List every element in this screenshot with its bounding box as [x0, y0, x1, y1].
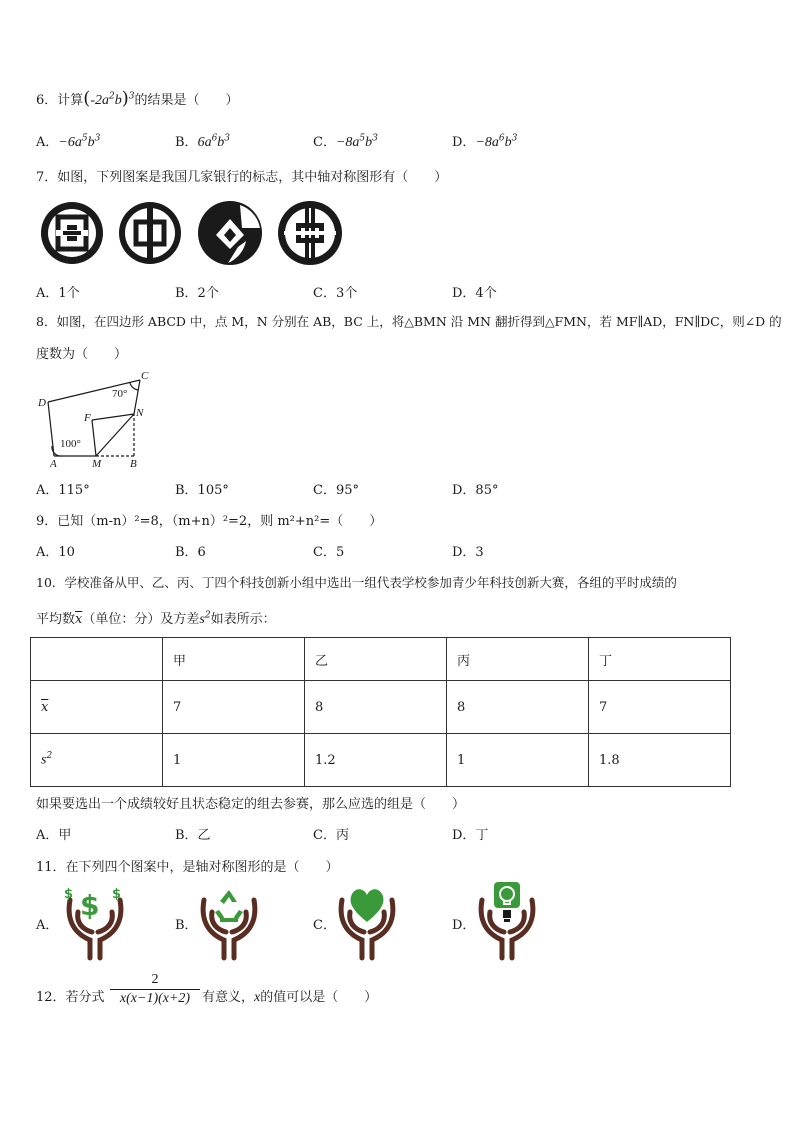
q6-option-a[interactable] — [36, 131, 100, 151]
label-c: C — [141, 370, 149, 382]
bank-logo-icon-2 — [119, 202, 181, 264]
q7-option-b[interactable]: B．2个 — [175, 286, 219, 301]
table-row — [31, 681, 731, 734]
xbar-symbol: $\overline{x}$ — [41, 699, 49, 715]
q10-as-shown: 如表所示： — [210, 612, 276, 627]
label-n: N — [136, 407, 144, 419]
q6-outer-exp: 3 — [128, 91, 135, 102]
q10-option-b[interactable]: B．乙 — [175, 828, 211, 843]
q6-expression: ( — [83, 88, 91, 109]
q6-option-exp: 5 — [359, 133, 366, 144]
table-cell: 1.2 — [305, 734, 447, 787]
q6-option-exp: 3 — [372, 133, 378, 144]
q10-s-exp: 2 — [204, 610, 211, 621]
score-table — [30, 637, 731, 787]
q6-option-b: b — [504, 135, 512, 150]
q9-option-b[interactable]: B．6 — [175, 545, 206, 560]
table-header-cell: 乙 — [305, 638, 447, 681]
fraction-numerator: 2 — [151, 972, 159, 987]
q6-option-d[interactable] — [452, 131, 517, 151]
fraction-denominator: x(x−1)(x+2) — [119, 991, 191, 1006]
q11-option-d-label[interactable]: D． — [452, 918, 476, 933]
q6-option-coef: −8a — [335, 135, 360, 150]
question-12-prefix: 12．若分式 — [36, 990, 105, 1005]
question-10-line-2 — [36, 608, 276, 628]
table-header-cell — [31, 638, 163, 681]
q6-option-b: b — [217, 135, 225, 150]
svg-text:$: $ — [80, 889, 100, 922]
question-11: 11．在下列四个图案中，是轴对称图形的是（ ） — [36, 860, 339, 875]
q9-option-d[interactable]: D．3 — [452, 545, 484, 560]
q10-unit: （单位：分）及方差 — [82, 612, 200, 627]
q6-option-b[interactable] — [175, 131, 230, 151]
table-cell: 1.8 — [589, 734, 731, 787]
bank-logo-icon-4 — [278, 201, 342, 265]
q6-option-exp: 5 — [81, 133, 88, 144]
q7-option-a[interactable]: A．1个 — [36, 286, 80, 301]
q11-option-b-label[interactable]: B． — [175, 918, 198, 933]
heart-hands-icon[interactable] — [334, 882, 400, 962]
table-cell: 1 — [447, 734, 589, 787]
q6-option-coef: 6a — [197, 135, 212, 150]
q10-option-a[interactable]: A．甲 — [36, 828, 72, 843]
q6-option-exp: 3 — [224, 133, 231, 144]
s-symbol: s — [41, 752, 47, 768]
quadrilateral-figure — [30, 366, 160, 472]
fold-mf — [92, 420, 96, 456]
question-10-line-1: 10．学校准备从甲、乙、丙、丁四个科技创新小组中选出一组代表学校参加青少年科技创新大赛，各组的平时成绩的 — [36, 575, 677, 590]
q6-option-label: B． — [175, 135, 198, 150]
q8-option-d[interactable]: D．85° — [452, 483, 499, 498]
label-a: A — [50, 458, 57, 470]
q6-option-coef: −6a — [58, 135, 82, 150]
q6-prefix: 6．计算 — [36, 93, 84, 108]
q6-option-c[interactable] — [313, 131, 378, 151]
label-angle-c: 70° — [112, 388, 128, 400]
table-cell: 8 — [305, 681, 447, 734]
table-row-label — [31, 681, 163, 734]
question-7: 7．如图，下列图案是我国几家银行的标志，其中轴对称图形有（ ） — [36, 170, 448, 185]
q6-option-b: b — [87, 135, 95, 150]
q8-option-a[interactable]: A．115° — [36, 483, 90, 498]
table-cell: 1 — [163, 734, 305, 787]
question-12-suffix — [202, 986, 377, 1006]
q6-close-paren: ) — [121, 88, 129, 109]
q6-option-coef: −8a — [475, 135, 499, 150]
q9-option-c[interactable]: C．5 — [313, 545, 345, 560]
label-d: D — [38, 397, 46, 409]
table-row — [31, 734, 731, 787]
q12-suffix-b: 的值可以是（ ） — [260, 990, 378, 1005]
fraction-bar — [110, 989, 200, 990]
q6-option-exp: 6 — [211, 133, 218, 144]
q6-expr-b: b — [114, 93, 122, 108]
table-header-cell: 丙 — [447, 638, 589, 681]
quad-side-da — [48, 402, 54, 456]
q11-option-c-label[interactable]: C． — [313, 918, 336, 933]
table-header-row — [31, 638, 731, 681]
q10-xbar: $\overline{x}$ — [75, 612, 83, 627]
q10-option-d[interactable]: D．丁 — [452, 828, 489, 843]
label-m: M — [92, 458, 102, 470]
q10-mean-label: 平均数 — [36, 612, 76, 627]
q6-option-label: D． — [452, 135, 476, 150]
fraction — [110, 972, 200, 1007]
q12-var: x — [254, 990, 261, 1005]
q10-s: s — [199, 612, 205, 627]
lightbulb-hands-icon[interactable] — [474, 880, 540, 962]
q6-option-label: C． — [313, 135, 336, 150]
bank-logo-icon-3 — [198, 201, 262, 265]
question-9: 9．已知（m-n）²=8，（m+n）²=2，则 m²+n²=（ ） — [36, 514, 383, 529]
q7-option-d[interactable]: D．4个 — [452, 286, 497, 301]
svg-text:$: $ — [112, 887, 122, 902]
q6-option-b: b — [365, 135, 373, 150]
angle-c-arc — [130, 383, 138, 390]
question-10-after-table: 如果要选出一个成绩较好且状态稳定的组去参赛，那么应选的组是（ ） — [36, 797, 466, 812]
table-header-cell: 甲 — [163, 638, 305, 681]
q8-option-c[interactable]: C．95° — [313, 483, 359, 498]
q6-option-exp: 3 — [94, 133, 101, 144]
q11-option-a-label[interactable]: A． — [36, 918, 59, 933]
bank-logos-figure — [36, 198, 356, 268]
q9-option-a[interactable]: A．10 — [36, 545, 75, 560]
fold-fn — [92, 414, 134, 420]
q6-option-label: A． — [36, 135, 59, 150]
question-8-line-1: 8．如图，在四边形 ABCD 中，点 M，N 分别在 AB，BC 上，将△BMN 沿 MN 翻折得到△FMN，若 MF∥AD，FN∥DC，则∠D 的 — [36, 314, 782, 329]
q8-option-b[interactable]: B．105° — [175, 483, 229, 498]
q12-suffix-a: 有意义， — [202, 990, 255, 1005]
fold-mn — [96, 414, 134, 456]
label-b: B — [130, 458, 137, 470]
table-cell: 7 — [589, 681, 731, 734]
s-exp: 2 — [46, 751, 53, 762]
table-cell: 8 — [447, 681, 589, 734]
label-angle-a: 100° — [60, 438, 81, 450]
q6-expr-base: -2a — [90, 93, 109, 108]
table-row-label — [31, 734, 163, 787]
question-6 — [36, 88, 239, 109]
table-cell: 7 — [163, 681, 305, 734]
q10-option-c[interactable]: C．丙 — [313, 828, 349, 843]
q7-option-c[interactable]: C．3个 — [313, 286, 358, 301]
q6-option-exp: 6 — [498, 133, 505, 144]
label-f: F — [84, 412, 91, 424]
svg-text:$: $ — [64, 887, 74, 902]
recycle-hands-icon[interactable] — [196, 882, 262, 962]
q6-option-exp: 3 — [511, 133, 518, 144]
bank-logo-icon-1 — [41, 202, 103, 264]
table-header-cell: 丁 — [589, 638, 731, 681]
q6-expr-exp-a: 2 — [108, 91, 115, 102]
q6-suffix: 的结果是（ ） — [134, 93, 239, 108]
question-8-line-2: 度数为（ ） — [36, 347, 128, 362]
dollar-hands-icon[interactable] — [62, 882, 128, 962]
